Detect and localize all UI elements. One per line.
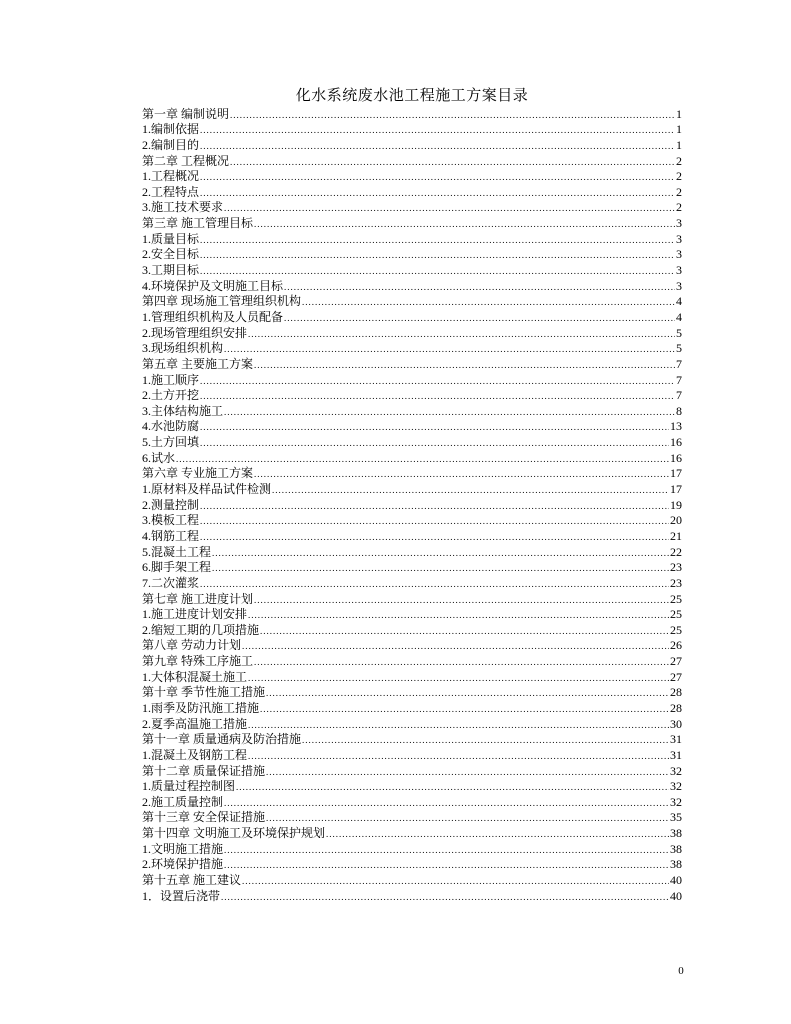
toc-entry[interactable]: [142, 214, 682, 230]
toc-entry[interactable]: [142, 465, 682, 481]
toc-entry[interactable]: [142, 230, 682, 246]
toc-dot-leader: [242, 640, 669, 652]
toc-entry-page: 25: [670, 607, 682, 622]
toc-dot-leader: [260, 703, 669, 715]
toc-dot-leader: [284, 312, 675, 324]
toc-entry-label: 3.主体结构施工: [142, 403, 224, 418]
toc-entry-label: 1.编制依据: [142, 122, 200, 137]
toc-entry[interactable]: [142, 621, 682, 637]
toc-entry[interactable]: [142, 168, 682, 184]
toc-entry-page: 2: [676, 200, 682, 215]
toc-entry-page: 7: [676, 356, 682, 371]
toc-dot-leader: [200, 421, 669, 433]
toc-entry[interactable]: [142, 778, 682, 794]
toc-entry-page: 8: [676, 403, 682, 418]
toc-entry-page: 3: [676, 278, 682, 293]
toc-entry[interactable]: [142, 277, 682, 293]
toc-entry[interactable]: [142, 574, 682, 590]
toc-dot-leader: [254, 656, 669, 668]
toc-dot-leader: [248, 719, 669, 731]
toc-entry-page: 26: [670, 638, 682, 653]
toc-entry[interactable]: [142, 199, 682, 215]
toc-entry-label: 1.管理组织机构及人员配备: [142, 309, 284, 324]
toc-dot-leader: [254, 594, 669, 606]
toc-dot-leader: [212, 562, 669, 574]
toc-entry-label: 2.环境保护措施: [142, 857, 224, 872]
toc-entry-page: 1: [676, 106, 682, 121]
toc-entry[interactable]: [142, 152, 682, 168]
toc-dot-leader: [284, 281, 675, 293]
toc-dot-leader: [200, 531, 669, 543]
toc-entry-label: 6.试水: [142, 450, 176, 465]
toc-entry-page: 32: [670, 763, 682, 778]
toc-entry-label: 1．设置后浇带: [142, 888, 221, 903]
toc-entry-label: 2.编制目的: [142, 137, 200, 152]
toc-entry[interactable]: [142, 293, 682, 309]
toc-dot-leader: [260, 625, 669, 637]
toc-entry-label: 第二章 工程概况: [142, 153, 230, 168]
toc-entry-label: 1.雨季及防汛施工措施: [142, 700, 260, 715]
toc-entry-page: 38: [670, 857, 682, 872]
toc-entry-label: 第一章 编制说明: [142, 106, 230, 121]
toc-entry-label: 1.质量目标: [142, 231, 200, 246]
toc-dot-leader: [236, 781, 669, 793]
toc-entry-page: 22: [670, 544, 682, 559]
toc-dot-leader: [200, 265, 675, 277]
toc-entry-page: 7: [676, 388, 682, 403]
toc-entry-label: 第十章 季节性施工措施: [142, 685, 266, 700]
toc-dot-leader: [254, 468, 669, 480]
toc-entry-label: 3.模板工程: [142, 513, 200, 528]
toc-entry-label: 第十三章 安全保证措施: [142, 810, 266, 825]
toc-entry[interactable]: [142, 856, 682, 872]
toc-entry-page: 38: [670, 826, 682, 841]
toc-dot-leader: [302, 734, 669, 746]
toc-entry[interactable]: [142, 324, 682, 340]
toc-entry-label: 2.测量控制: [142, 497, 200, 512]
toc-entry-label: 5.混凝土工程: [142, 544, 212, 559]
toc-entry[interactable]: [142, 824, 682, 840]
toc-entry-label: 3.施工技术要求: [142, 200, 224, 215]
toc-dot-leader: [248, 750, 669, 762]
toc-entry-page: 21: [670, 528, 682, 543]
toc-dot-leader: [326, 828, 669, 840]
toc-entry-label: 3.工期目标: [142, 263, 200, 278]
toc-entry-label: 第十四章 文明施工及环境保护规划: [142, 826, 326, 841]
toc-entry[interactable]: [142, 606, 682, 622]
toc-entry-label: 1.质量过程控制图: [142, 779, 236, 794]
toc-entry-page: 3: [676, 216, 682, 231]
toc-dot-leader: [200, 187, 675, 199]
toc-entry-page: 23: [670, 575, 682, 590]
toc-entry[interactable]: [142, 746, 682, 762]
toc-entry-label: 1.工程概况: [142, 169, 200, 184]
toc-dot-leader: [221, 891, 669, 903]
toc-dot-leader: [200, 515, 669, 527]
toc-entry-page: 23: [670, 560, 682, 575]
toc-dot-leader: [224, 202, 675, 214]
toc-entry-label: 第九章 特殊工序施工: [142, 654, 254, 669]
toc-entry[interactable]: [142, 527, 682, 543]
toc-entry-page: 7: [676, 372, 682, 387]
toc-entry-page: 2: [676, 184, 682, 199]
toc-entry-label: 第六章 专业施工方案: [142, 466, 254, 481]
toc-entry-label: 1.原材料及样品试件检测: [142, 482, 272, 497]
toc-entry-label: 6.脚手架工程: [142, 560, 212, 575]
toc-entry-label: 第十一章 质量通病及防治措施: [142, 732, 302, 747]
toc-entry-page: 4: [676, 294, 682, 309]
toc-entry-page: 31: [670, 747, 682, 762]
toc-dot-leader: [224, 859, 669, 871]
toc-dot-leader: [176, 453, 669, 465]
toc-dot-leader: [242, 875, 669, 887]
toc-entry-page: 3: [676, 231, 682, 246]
toc-entry-page: 27: [670, 654, 682, 669]
toc-entry-page: 20: [670, 513, 682, 528]
toc-entry-page: 28: [670, 700, 682, 715]
toc-entry[interactable]: [142, 762, 682, 778]
toc-entry[interactable]: [142, 480, 682, 496]
toc-entry[interactable]: [142, 543, 682, 559]
toc-dot-leader: [200, 124, 675, 136]
toc-dot-leader: [302, 296, 675, 308]
toc-dot-leader: [200, 390, 675, 402]
toc-entry[interactable]: [142, 871, 682, 887]
toc-entry-label: 1.文明施工措施: [142, 841, 224, 856]
toc-dot-leader: [200, 171, 675, 183]
toc-dot-leader: [272, 484, 669, 496]
document-title: 化水系统废水池工程施工方案目录: [295, 88, 529, 104]
table-of-contents: [142, 105, 682, 903]
toc-entry[interactable]: [142, 371, 682, 387]
toc-entry-label: 第十五章 施工建议: [142, 873, 242, 888]
toc-entry[interactable]: [142, 731, 682, 747]
toc-dot-leader: [248, 328, 675, 340]
toc-dot-leader: [266, 766, 669, 778]
toc-entry-page: 2: [676, 169, 682, 184]
toc-dot-leader: [200, 234, 675, 246]
toc-dot-leader: [248, 609, 669, 621]
toc-entry-label: 2.安全目标: [142, 247, 200, 262]
toc-entry-page: 40: [670, 873, 682, 888]
toc-entry[interactable]: [142, 496, 682, 512]
toc-entry[interactable]: [142, 668, 682, 684]
toc-entry-page: 31: [670, 732, 682, 747]
page-number: 0: [678, 965, 684, 977]
toc-entry-label: 5.土方回填: [142, 435, 200, 450]
toc-entry-label: 1.施工进度计划安排: [142, 607, 248, 622]
toc-entry-page: 40: [670, 888, 682, 903]
toc-entry[interactable]: [142, 559, 682, 575]
toc-dot-leader: [230, 156, 675, 168]
toc-entry[interactable]: [142, 590, 682, 606]
toc-entry-page: 3: [676, 247, 682, 262]
toc-entry[interactable]: [142, 402, 682, 418]
toc-entry[interactable]: [142, 387, 682, 403]
toc-entry-label: 第五章 主要施工方案: [142, 356, 254, 371]
toc-entry-label: 第八章 劳动力计划: [142, 638, 242, 653]
toc-entry-label: 3.现场组织机构: [142, 341, 224, 356]
toc-dot-leader: [254, 359, 675, 371]
toc-entry-page: 19: [670, 497, 682, 512]
toc-entry-label: 2.缩短工期的几项措施: [142, 622, 260, 637]
toc-entry-label: 7.二次灌浆: [142, 575, 200, 590]
toc-entry-page: 27: [670, 669, 682, 684]
toc-entry-label: 第十二章 质量保证措施: [142, 763, 266, 778]
toc-entry-label: 2.施工质量控制: [142, 794, 224, 809]
toc-dot-leader: [200, 500, 669, 512]
toc-entry[interactable]: [142, 809, 682, 825]
toc-entry-page: 16: [670, 450, 682, 465]
toc-entry-page: 28: [670, 685, 682, 700]
toc-entry[interactable]: [142, 433, 682, 449]
toc-entry-page: 5: [676, 341, 682, 356]
toc-dot-leader: [224, 797, 669, 809]
toc-entry[interactable]: [142, 246, 682, 262]
toc-entry[interactable]: [142, 105, 682, 121]
toc-dot-leader: [254, 218, 675, 230]
toc-entry-page: 1: [676, 137, 682, 152]
toc-entry[interactable]: [142, 183, 682, 199]
toc-entry[interactable]: [142, 355, 682, 371]
toc-dot-leader: [200, 578, 669, 590]
toc-entry[interactable]: [142, 637, 682, 653]
toc-entry[interactable]: [142, 684, 682, 700]
toc-entry-label: 1.混凝土及钢筋工程: [142, 747, 248, 762]
toc-entry-page: 3: [676, 263, 682, 278]
toc-entry-page: 17: [670, 466, 682, 481]
toc-entry-label: 4.水池防腐: [142, 419, 200, 434]
toc-dot-leader: [230, 109, 675, 121]
toc-entry-page: 4: [676, 309, 682, 324]
toc-entry-page: 13: [670, 419, 682, 434]
toc-dot-leader: [266, 812, 669, 824]
toc-dot-leader: [224, 844, 669, 856]
toc-entry-label: 1.施工顺序: [142, 372, 200, 387]
toc-dot-leader: [212, 547, 669, 559]
toc-entry[interactable]: [142, 715, 682, 731]
toc-entry-page: 16: [670, 435, 682, 450]
toc-dot-leader: [200, 140, 675, 152]
toc-dot-leader: [248, 672, 669, 684]
toc-dot-leader: [200, 375, 675, 387]
toc-entry[interactable]: [142, 652, 682, 668]
toc-entry-page: 32: [670, 779, 682, 794]
toc-entry[interactable]: [142, 887, 682, 903]
toc-entry-label: 2.现场管理组织安排: [142, 325, 248, 340]
toc-entry-label: 1.大体积混凝土施工: [142, 669, 248, 684]
toc-entry-page: 25: [670, 622, 682, 637]
toc-entry-page: 2: [676, 153, 682, 168]
toc-entry-label: 第七章 施工进度计划: [142, 591, 254, 606]
toc-entry[interactable]: [142, 136, 682, 152]
toc-dot-leader: [200, 437, 669, 449]
toc-entry[interactable]: [142, 121, 682, 137]
toc-entry-page: 25: [670, 591, 682, 606]
toc-entry[interactable]: [142, 699, 682, 715]
toc-dot-leader: [200, 249, 675, 261]
toc-entry[interactable]: [142, 512, 682, 528]
toc-entry[interactable]: [142, 418, 682, 434]
toc-dot-leader: [224, 406, 675, 418]
toc-entry[interactable]: [142, 261, 682, 277]
toc-entry-label: 第四章 现场施工管理组织机构: [142, 294, 302, 309]
toc-entry-label: 第三章 施工管理目标: [142, 216, 254, 231]
toc-entry[interactable]: [142, 340, 682, 356]
toc-entry[interactable]: [142, 308, 682, 324]
toc-entry[interactable]: [142, 840, 682, 856]
toc-entry-page: 1: [676, 122, 682, 137]
toc-entry-label: 2.土方开挖: [142, 388, 200, 403]
toc-dot-leader: [224, 343, 675, 355]
toc-dot-leader: [266, 687, 669, 699]
toc-entry-page: 5: [676, 325, 682, 340]
toc-entry-page: 30: [670, 716, 682, 731]
toc-entry-page: 35: [670, 810, 682, 825]
toc-entry-label: 4.环境保护及文明施工目标: [142, 278, 284, 293]
toc-entry-label: 2.夏季高温施工措施: [142, 716, 248, 731]
toc-entry-page: 32: [670, 794, 682, 809]
toc-entry-label: 4.钢筋工程: [142, 528, 200, 543]
toc-entry[interactable]: [142, 793, 682, 809]
toc-entry[interactable]: [142, 449, 682, 465]
toc-entry-page: 38: [670, 841, 682, 856]
toc-entry-page: 17: [670, 482, 682, 497]
toc-entry-label: 2.工程特点: [142, 184, 200, 199]
